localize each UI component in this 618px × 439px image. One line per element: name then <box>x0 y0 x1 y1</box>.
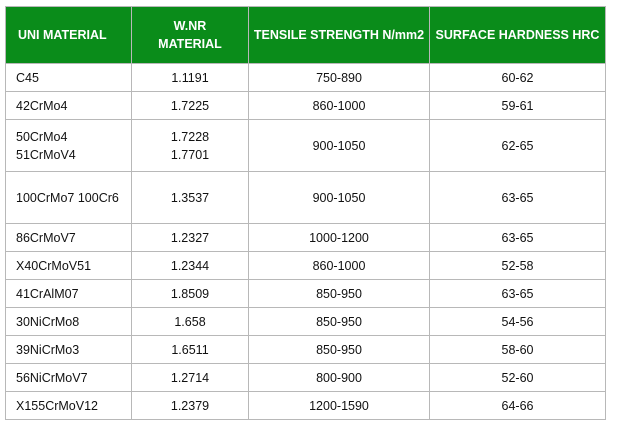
header-surface-hardness: SURFACE HARDNESS HRC <box>430 7 606 64</box>
cell-uni-material <box>6 280 132 308</box>
cell-tensile-strength: 800-900 <box>249 364 430 392</box>
cell-wnr-material-line: 1.2344 <box>170 258 210 273</box>
cell-wnr-material-line: 1.6511 <box>171 342 209 357</box>
cell-uni-material-line: X155CrMoV12 <box>16 398 98 413</box>
cell-uni-material-line: 100CrMo7 100Cr6 <box>16 190 119 205</box>
cell-uni-material <box>6 92 132 120</box>
cell-wnr-material-line: 1.2379 <box>170 398 210 413</box>
cell-uni-material <box>6 308 132 336</box>
table-row <box>6 364 606 392</box>
cell-tensile-strength: 1200-1590 <box>249 392 430 420</box>
cell-uni-material <box>6 172 132 224</box>
cell-uni-material-line: 50CrMo4 <box>16 129 68 144</box>
cell-surface-hardness: 63-65 <box>430 224 606 252</box>
cell-uni-material-line: 30NiCrMo8 <box>16 314 80 329</box>
cell-wnr-material-line: 1.1191 <box>171 70 209 85</box>
cell-uni-material-line: 86CrMoV7 <box>16 230 76 245</box>
cell-uni-material <box>6 252 132 280</box>
table-header-row <box>6 7 606 64</box>
header-uni-material: UNI MATERIAL <box>6 7 132 64</box>
header-wnr-line2: MATERIAL <box>158 37 222 51</box>
cell-uni-material-line: 42CrMo4 <box>16 98 68 113</box>
cell-uni-material-line: 56NiCrMoV7 <box>16 370 88 385</box>
cell-wnr-material-line: 1.7228 <box>170 129 210 144</box>
cell-uni-material-line: X40CrMoV51 <box>16 258 92 273</box>
cell-uni-material-line: C45 <box>16 70 39 85</box>
cell-wnr-material <box>132 252 249 280</box>
cell-uni-material <box>6 392 132 420</box>
cell-tensile-strength: 900-1050 <box>249 172 430 224</box>
table-row <box>6 120 606 172</box>
cell-wnr-material-line: 1.3537 <box>170 190 210 205</box>
cell-wnr-material <box>132 120 249 172</box>
cell-wnr-material <box>132 92 249 120</box>
cell-wnr-material-line: 1.8509 <box>170 286 210 301</box>
table-row <box>6 92 606 120</box>
cell-tensile-strength: 850-950 <box>249 336 430 364</box>
cell-wnr-material-line: 1.2327 <box>170 230 210 245</box>
cell-tensile-strength: 750-890 <box>249 64 430 92</box>
material-spec-table <box>5 6 606 420</box>
cell-uni-material-line: 41CrAlM07 <box>16 286 79 301</box>
table-row <box>6 280 606 308</box>
cell-wnr-material <box>132 392 249 420</box>
table-row <box>6 64 606 92</box>
cell-surface-hardness: 62-65 <box>430 120 606 172</box>
table-row <box>6 172 606 224</box>
cell-surface-hardness: 64-66 <box>430 392 606 420</box>
cell-surface-hardness: 63-65 <box>430 280 606 308</box>
cell-surface-hardness: 52-58 <box>430 252 606 280</box>
cell-wnr-material <box>132 224 249 252</box>
cell-wnr-material <box>132 280 249 308</box>
cell-uni-material-line: 39NiCrMo3 <box>16 342 80 357</box>
table-row <box>6 308 606 336</box>
cell-wnr-material <box>132 336 249 364</box>
cell-uni-material <box>6 64 132 92</box>
cell-wnr-material <box>132 172 249 224</box>
table-row <box>6 392 606 420</box>
cell-surface-hardness: 63-65 <box>430 172 606 224</box>
cell-wnr-material <box>132 64 249 92</box>
cell-wnr-material-line: 1.2714 <box>170 370 210 385</box>
cell-surface-hardness: 52-60 <box>430 364 606 392</box>
cell-tensile-strength: 860-1000 <box>249 252 430 280</box>
cell-uni-material <box>6 120 132 172</box>
cell-uni-material <box>6 224 132 252</box>
table-row <box>6 224 606 252</box>
table-body <box>6 64 606 420</box>
cell-tensile-strength: 900-1050 <box>249 120 430 172</box>
cell-wnr-material-line: 1.658 <box>174 314 206 329</box>
cell-surface-hardness: 58-60 <box>430 336 606 364</box>
table-row <box>6 252 606 280</box>
cell-tensile-strength: 1000-1200 <box>249 224 430 252</box>
header-tensile-strength: TENSILE STRENGTH N/mm2 <box>249 7 430 64</box>
table-row <box>6 336 606 364</box>
cell-tensile-strength: 850-950 <box>249 280 430 308</box>
cell-uni-material <box>6 336 132 364</box>
cell-surface-hardness: 54-56 <box>430 308 606 336</box>
cell-surface-hardness: 59-61 <box>430 92 606 120</box>
header-wnr-line1: W.NR <box>173 19 207 33</box>
cell-tensile-strength: 850-950 <box>249 308 430 336</box>
cell-tensile-strength: 860-1000 <box>249 92 430 120</box>
cell-uni-material <box>6 364 132 392</box>
cell-wnr-material-line: 1.7225 <box>170 98 210 113</box>
cell-wnr-material <box>132 308 249 336</box>
cell-uni-material-line: 51CrMoV4 <box>16 147 76 162</box>
cell-surface-hardness: 60-62 <box>430 64 606 92</box>
cell-wnr-material <box>132 364 249 392</box>
cell-wnr-material-line: 1.7701 <box>170 147 210 162</box>
header-wnr-material <box>132 7 249 64</box>
